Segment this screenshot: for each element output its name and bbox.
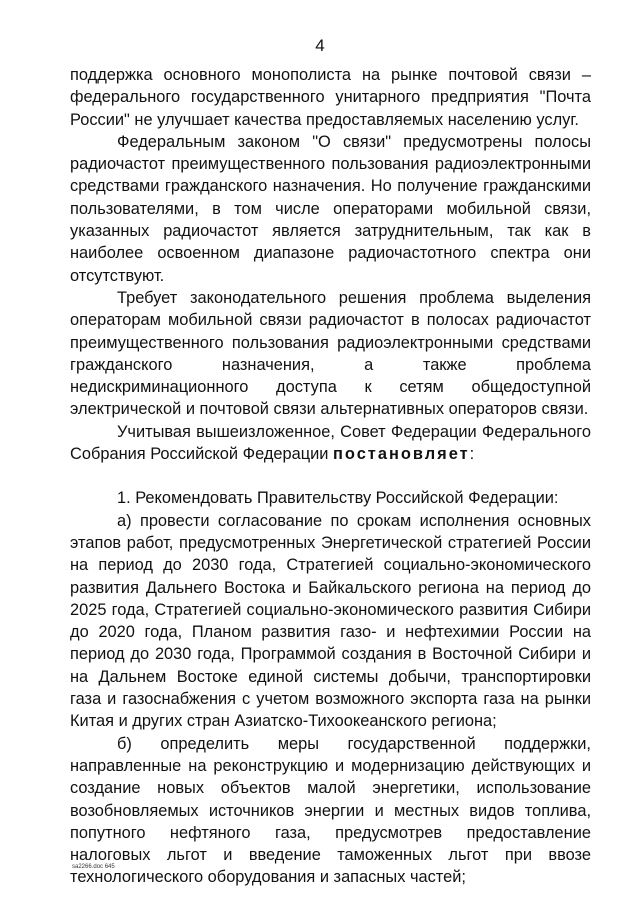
paragraph-radio-frequencies: Федеральным законом "О связи" предусмотрены полосы радиочастот преимущественного пользования радиоэлектронными средствами гражданского назначения. Но получение гражданскими пользователями, в том числе операторами мобильной связи, указанных радиочастот является затруднительным, так как в наиболее освоенном диапазоне радиочастотного спектра они отсутствуют. xyxy=(70,132,591,285)
page-number: 4 xyxy=(315,36,325,55)
recommendation-item-b: б) определить меры государственной поддержки, направленные на реконструкцию и модернизацию действующих и создание новых объектов малой энергетики, использование возобновляемых источников энергии и местных видов топлива, попутного нефтяного газа, предусмотрев предоставление налоговых льгот и введение таможенных льгот при ввозе технологического оборудования и запасных частей; xyxy=(70,734,591,887)
resolution-keyword: постановляет xyxy=(333,445,470,464)
recommendation-item-1: 1. Рекомендовать Правительству Российской Федерации: xyxy=(117,489,559,508)
paragraph-gap xyxy=(70,465,591,487)
paragraph-postal-monopoly: поддержка основного монополиста на рынке почтовой связи – федерального государственного унитарного предприятия "Почта России" не улучшает качества предоставляемых населению услуг. xyxy=(70,66,591,129)
recommendation-item-a: а) провести согласование по срокам исполнения основных этапов работ, предусмотренных Энергетической стратегией России на период до 2030 года, Стратегией социально-экономического развития Дальнего Востока и Байкальского региона на период до 2025 года, Стратегией социально-экономического развития Сибири до 2020 года, Планом развития газо- и нефтехимии России на период до 2030 года, Программой создания в Восточной Сибири и на Дальнем Востоке единой системы добычи, транспортировки газа и газоснабжения с учетом возможного экспорта газа на рынки Китая и других стран Азиатско-Тихоокеанского региона; xyxy=(70,511,591,731)
file-reference: sa2266.doc 645 xyxy=(72,864,115,870)
resolution-intro: Учитывая вышеизложенное, Совет Федерации Федерального Собрания Российской Федерации xyxy=(70,422,591,464)
paragraph-legislative-solution: Требует законодательного решения проблема выделения операторам мобильной связи радиочастот в полосах радиочастот преимущественного пользования радиоэлектронными средствами гражданского назначения, а также проблема недискриминационного доступа к сетям общедоступной электрической и почтовой связи альтернативных операторов связи. xyxy=(70,288,591,419)
document-body xyxy=(70,64,591,889)
resolution-colon: : xyxy=(469,445,475,464)
paragraph-resolution xyxy=(70,421,591,466)
